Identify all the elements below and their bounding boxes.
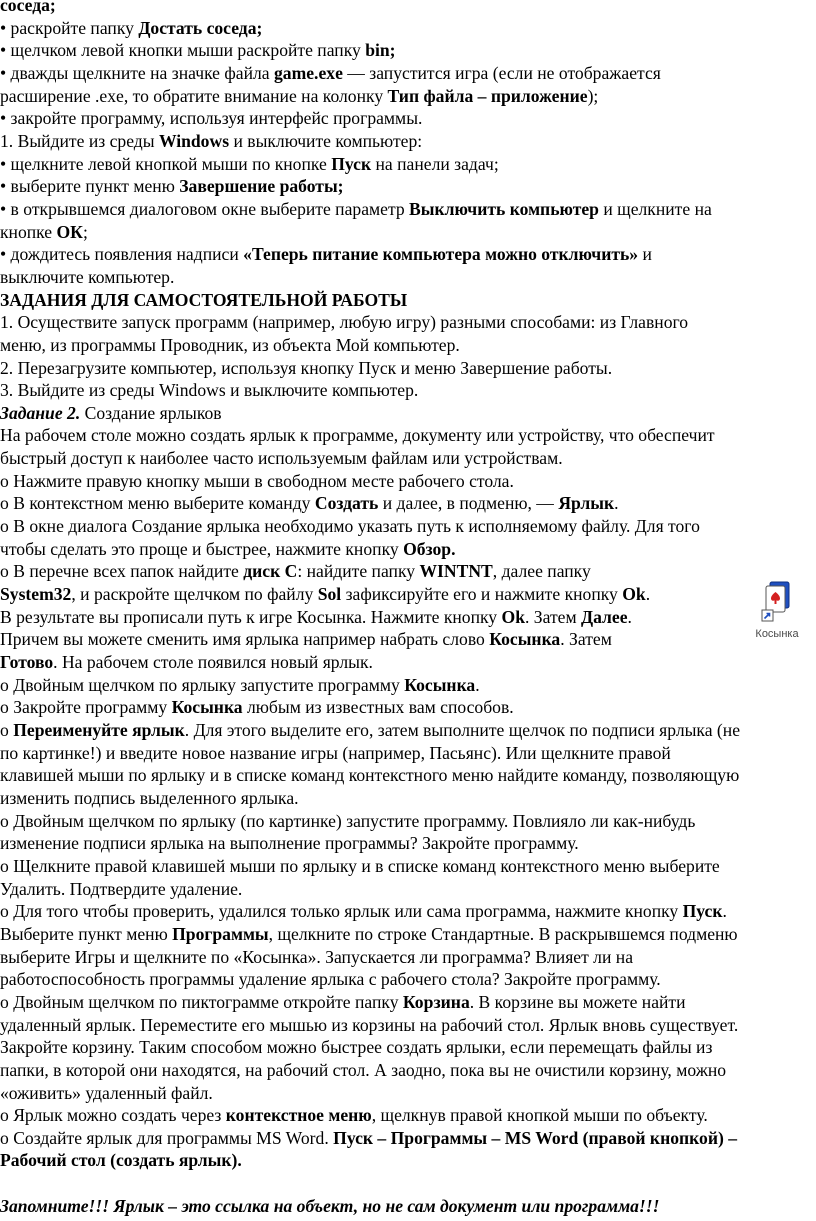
text-run: и далее, в подменю, — [378,493,559,514]
text-line [0,923,816,946]
text-run: Программы [172,923,269,944]
text-run: Пуск [682,901,723,922]
desktop-shortcut[interactable] [738,580,816,650]
text-run: Запомните!!! Ярлык – это ссылка на объект, но не сам документ или программа!!! [0,1195,660,1216]
text-run: Выключить компьютер [409,198,599,219]
text-run: изменение подписи ярлыка на выполнение программы? Закройте программу. [0,833,579,854]
text-line [0,39,816,62]
text-line [0,470,816,493]
text-run: Далее [581,606,628,627]
text-run: o Двойным щелчком по ярлыку запустите программу [0,674,405,695]
text-run: o Ярлык можно создать через [0,1105,226,1126]
text-run: чтобы сделать это проще и быстрее, нажмите кнопку [0,538,404,559]
text-line [0,1036,816,1059]
text-run: клавишей мыши по ярлыку и в списке команд контекстного меню найдите команду, позволяющую [0,765,740,786]
text-line [0,424,816,447]
text-line [0,991,816,1014]
text-run: «оживить» удаленный файл. [0,1082,213,1103]
text-run: • щелкните левой кнопкой мыши по кнопке [0,153,332,174]
text-run: ЗАДАНИЯ ДЛЯ САМОСТОЯТЕЛЬНОЙ РАБОТЫ [0,289,408,310]
text-run: o Щелкните правой клавишей мыши по ярлыку и в списке команд контекстного меню выберите [0,855,720,876]
text-line [0,764,816,787]
text-run: Причем вы можете сменить имя ярлыка например набрать слово [0,629,490,650]
text-line [0,515,816,538]
text-run: Обзор. [403,538,456,559]
text-line [0,492,816,515]
text-run: , далее папку [492,561,591,582]
text-run: . [614,493,619,514]
text-run: кнопке [0,221,57,242]
text-run: o [0,720,14,740]
text-line [0,651,816,674]
text-line [0,243,816,266]
text-line [0,583,816,606]
text-run: В результате вы прописали путь к игре Косынка. Нажмите кнопку [0,606,502,627]
text-run: — запустится игра (если не отображается [342,62,661,83]
text-line [0,357,816,380]
text-run: Корзина [402,991,470,1012]
text-line [0,1195,816,1218]
text-run: . Затем [525,606,581,627]
text-run: ОК [56,221,83,242]
text-line [0,0,816,17]
text-line [0,85,816,108]
text-run: Удалить. Подтвердите удаление. [0,878,243,899]
text-run: , щелкнув правой кнопкой мыши по объекту. [371,1105,708,1126]
text-run: Рабочий стол (создать ярлык). [0,1150,242,1171]
text-line [0,447,816,470]
text-run: • дождитесь появления надписи [0,244,244,265]
text-run: • дважды щелкните на значке файла [0,62,274,83]
text-run: Достать соседа; [138,17,263,38]
text-line [0,17,816,40]
text-line [0,810,816,833]
text-run: ); [587,85,599,106]
text-run: , и раскройте щелчком по файлу [71,584,318,605]
text-run: Косынка [171,697,243,718]
text-run: o В перечне всех папок найдите [0,561,244,582]
text-run: o Для того чтобы проверить, удалился только ярлык или сама программа, нажмите кнопку [0,901,683,922]
text-run: o Двойным щелчком по пиктограмме откройте папку [0,991,403,1012]
solitaire-shortcut-icon [760,580,792,624]
text-run: папки, в которой они находятся, на рабочий стол. А заодно, пока вы не очистили корзину, можно [0,1059,727,1080]
text-run: o В окне диалога Создание ярлыка необходимо указать путь к исполняемому файлу. Для того [0,516,700,537]
text-run: : найдите папку [297,561,420,582]
text-line [0,221,816,244]
text-run: выберите Игры и щелкните по «Косынка». Запускается ли программа? Влияет ли на [0,946,633,967]
text-run: диск С [243,561,298,582]
text-run: Ok [501,606,525,627]
text-run: и щелкните на [598,198,712,219]
text-run: по картинке!) и введите новое название игры (например, Пасьянс). Или щелкните правой [0,742,671,763]
text-line [0,1172,816,1195]
text-line [0,153,816,176]
text-run: . На рабочем столе появился новый ярлык. [53,652,373,673]
text-run: bin; [365,40,396,61]
text-run: меню, из программы Проводник, из объекта Мой компьютер. [0,334,460,355]
text-run: работоспособность программы удаление ярлыка с рабочего стола? Закройте программу. [0,969,661,990]
text-run: Пуск [331,153,372,174]
text-run: • раскройте папку [0,17,139,38]
text-run: o Нажмите правую кнопку мыши в свободном месте рабочего стола. [0,470,514,491]
text-line [0,1082,816,1105]
text-run: Создание ярлыков [80,402,222,423]
text-line [0,878,816,901]
text-run: Ярлык [558,493,615,514]
text-line [0,289,816,312]
text-line [0,198,816,221]
text-run: Переименуйте ярлык [13,720,185,740]
text-line [0,1059,816,1082]
text-run: o В контекстном меню выберите команду [0,493,315,514]
text-run: контекстное меню [225,1105,372,1126]
text-run: изменить подпись выделенного ярлыка. [0,787,299,808]
text-line [0,900,816,923]
text-run: . Для этого выделите его, затем выполните щелчок по подписи ярлыка (не [184,720,740,740]
text-run: • щелчком левой кнопки мыши раскройте папку [0,40,366,61]
text-run: Закройте корзину. Таким способом можно быстрее создать ярлыки, если перемещать файлы из [0,1037,713,1058]
text-run: любым из известных вам способов. [242,697,514,718]
text-run: и [638,244,652,265]
text-run: • в открывшемся диалоговом окне выберите параметр [0,198,410,219]
text-line [0,334,816,357]
text-line [0,107,816,130]
text-line [0,787,816,810]
text-line [0,1127,816,1150]
text-run: . [722,901,727,922]
text-run: быстрый доступ к наиболее часто используемым файлам или устройствам. [0,448,563,469]
text-line [0,560,816,583]
text-line [0,538,816,561]
text-line [0,968,816,991]
text-run: Готово [0,652,54,673]
text-line [0,402,816,425]
text-run: . В корзине вы можете найти [469,991,686,1012]
text-run: расширение .exe, то обратите внимание на колонку [0,85,388,106]
text-line [0,674,816,697]
text-line [0,1149,816,1172]
text-line [0,379,816,402]
text-run: . Затем [560,629,612,650]
text-run: ; [82,221,88,242]
text-run: Задание 2. [0,402,81,423]
text-run: WINTNT [419,561,493,582]
text-line [0,266,816,289]
text-line [0,832,816,855]
text-run: , щелкните по строке Стандартные. В раскрывшемся подменю [268,923,738,944]
text-run: Косынка [404,674,476,695]
text-run: Sol [317,584,342,605]
text-run: Завершение работы; [179,176,344,197]
text-run: o Создайте ярлык для программы MS Word. [0,1127,334,1148]
text-run: • закройте программу, используя интерфейс программы. [0,108,423,129]
text-run: Ok [622,584,646,605]
text-run: Косынка [489,629,561,650]
text-run: Windows [158,130,230,151]
text-line [0,742,816,765]
text-run: зафиксируйте его и нажмите кнопку [341,584,623,605]
text-line [0,1014,816,1037]
text-run: . [475,674,480,695]
text-run: выключите компьютер. [0,266,175,287]
text-line [0,628,816,651]
text-run: Создать [314,493,379,514]
text-run: Тип файла – приложение [387,85,588,106]
text-line [0,946,816,969]
text-run: o Двойным щелчком по ярлыку (по картинке) запустите программу. Повлияло ли как-нибудь [0,810,696,831]
text-run: удаленный ярлык. Переместите его мышью из корзины на рабочий стол. Ярлык вновь существует. [0,1014,739,1035]
text-line [0,130,816,153]
text-line [0,175,816,198]
text-run: соседа; [0,0,56,15]
text-run: • выберите пункт меню [0,176,180,197]
text-run: . [627,606,632,627]
text-run: System32 [0,584,72,605]
text-run: и выключите компьютер: [229,130,423,151]
text-run: . [645,584,651,605]
text-line [0,1104,816,1127]
text-run: Пуск – Программы – MS Word (правой кнопкой) – [333,1127,738,1148]
text-line [0,855,816,878]
text-run: На рабочем столе можно создать ярлык к программе, документу или устройству, что обеспечит [0,425,715,446]
text-run: 2. Перезагрузите компьютер, используя кнопку Пуск и меню Завершение работы. [0,357,613,378]
text-run: Выберите пункт меню [0,923,173,944]
text-line [0,696,816,719]
text-run: 1. Осуществите запуск программ (например, любую игру) разными способами: из Главного [0,312,689,333]
text-line [0,606,816,629]
text-line [0,311,816,334]
text-line [0,719,816,742]
shortcut-label: Косынка [755,628,799,640]
text-run: 3. Выйдите из среды Windows и выключите компьютер. [0,380,419,401]
text-run: o Закройте программу [0,697,172,718]
text-line [0,62,816,85]
text-run: game.exe [274,62,343,83]
text-run: «Теперь питание компьютера можно отключить» [243,244,639,265]
text-run: на панели задач; [371,153,499,174]
text-run: 1. Выйдите из среды [0,130,159,151]
